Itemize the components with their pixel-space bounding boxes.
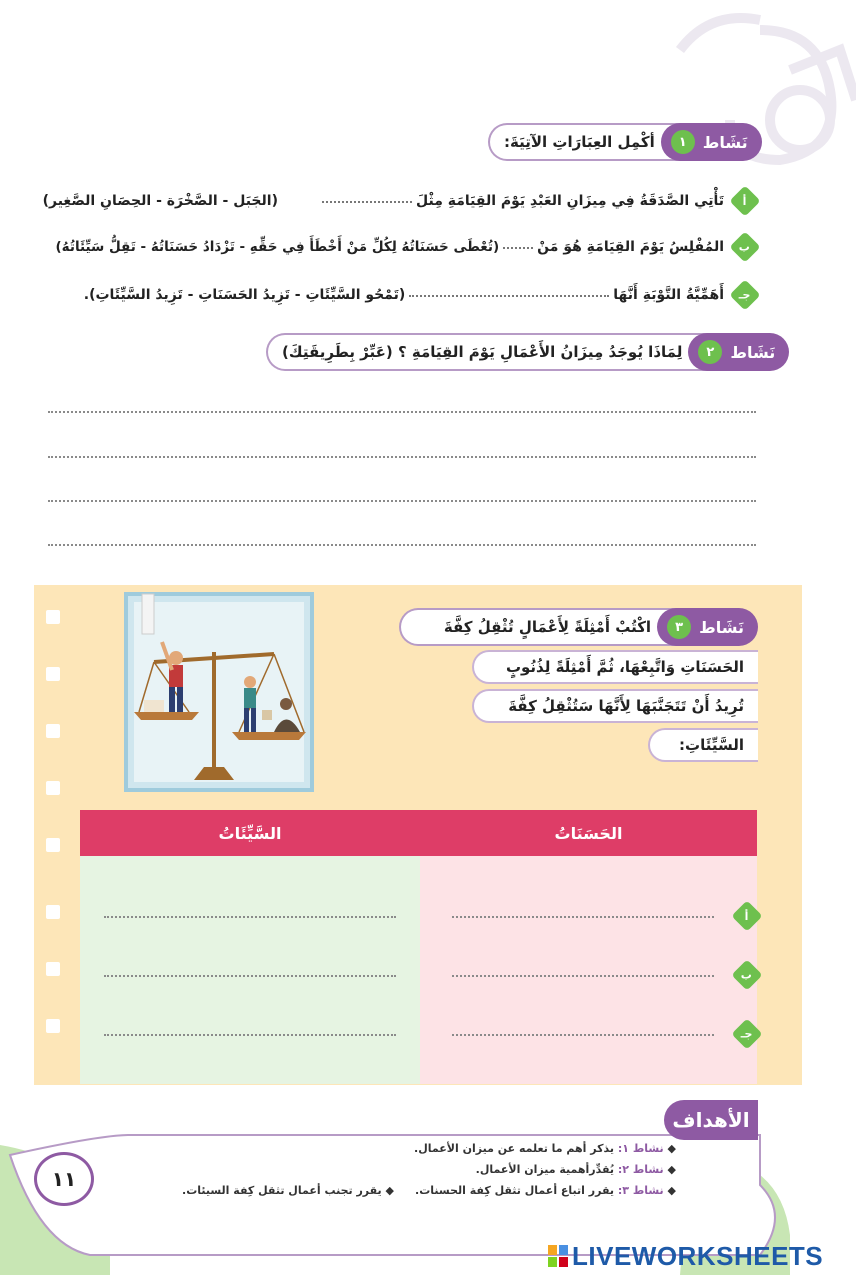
objective-item-1: ◆ نشاط ١: يذكر أهم ما تعلمه عن ميزان الأعمال. bbox=[414, 1142, 676, 1155]
objective-item-4: ◆ يقرر تجنب أعمال تثقل كِفة السيئات. bbox=[182, 1184, 394, 1197]
page-number: ١١ bbox=[34, 1152, 94, 1206]
activity-1-item-c bbox=[26, 284, 756, 306]
item-options: (الجَبَل - الصَّخْرَة - الحِصَانِ الصَّغِير) bbox=[42, 193, 278, 209]
activity-number: ٣ bbox=[667, 615, 691, 639]
activity-2-title: لِمَاذَا يُوجَدُ مِيزَانُ الأَعْمَالِ يَوْمَ القِيَامَةِ ؟ (عَبِّرْ بِطَرِيقَتِكَ) bbox=[266, 333, 710, 371]
answer-line[interactable] bbox=[48, 499, 756, 502]
activity-2-header bbox=[266, 333, 789, 371]
answer-line[interactable] bbox=[48, 455, 756, 458]
activity-1-item-b bbox=[26, 236, 756, 258]
item-options: (تُعْطَى حَسَنَاتُهُ لِكُلِّ مَنْ أَخْطَأَ فِي حَقِّهِ - تَزْدَادُ حَسَنَاتُهُ - تَقِلُّ سَيِّئَاتُهُ) bbox=[55, 239, 500, 255]
watermark bbox=[548, 1240, 848, 1272]
item-options: (تَمْحُو السَّيِّئَاتِ - تَزِيدُ الحَسَنَاتِ - تَزِيدُ السَّيِّئَاتِ). bbox=[83, 287, 406, 303]
binder-hole bbox=[46, 610, 60, 624]
good-deeds-column bbox=[420, 856, 757, 1084]
activity-3-header bbox=[399, 608, 758, 646]
answer-blank[interactable] bbox=[409, 294, 609, 297]
activity-tag: نَشَاط ١ bbox=[661, 123, 762, 161]
bad-deed-answer-line[interactable] bbox=[104, 1033, 396, 1036]
objective-item-2: ◆ نشاط ٢: يُقدِّرأهمية ميزان الأعمال. bbox=[475, 1163, 676, 1176]
answer-blank[interactable] bbox=[503, 246, 533, 249]
bad-deeds-header: السَّيِّئَاتُ bbox=[80, 810, 420, 856]
activity-number: ١ bbox=[671, 130, 695, 154]
objective-item-3: ◆ نشاط ٣: يقرر اتباع أعمال تثقل كِفة الحسنات. bbox=[415, 1184, 676, 1197]
bad-deeds-column bbox=[80, 856, 420, 1084]
answer-blank[interactable] bbox=[322, 200, 412, 203]
binder-hole bbox=[46, 905, 60, 919]
activity-1-item-a bbox=[26, 190, 756, 212]
objectives-title: الأهداف bbox=[664, 1100, 758, 1140]
binder-hole bbox=[46, 724, 60, 738]
binder-hole bbox=[46, 667, 60, 681]
binder-hole bbox=[46, 781, 60, 795]
item-text: تَأْتِي الصَّدَقَةُ فِي مِيزَانِ العَبْدِ يَوْمَ القِيَامَةِ مِثْلَ bbox=[415, 193, 724, 209]
binder-hole bbox=[46, 962, 60, 976]
item-text: أَهَمِّيَّةُ التَّوْبَةِ أَنَّهَا bbox=[613, 287, 724, 303]
letter-badge: جـ bbox=[729, 279, 760, 310]
row-letter-badge: أ bbox=[731, 900, 762, 931]
activity-1-title: أكْمِل العِبَارَاتِ الآتِيَةَ: bbox=[488, 123, 683, 161]
bad-deed-answer-line[interactable] bbox=[104, 974, 396, 977]
good-deeds-header: الحَسَنَاتُ bbox=[420, 810, 757, 856]
activity-3-line-4: السَّيِّئَاتِ: bbox=[648, 728, 758, 762]
balance-scale-illustration bbox=[124, 592, 314, 792]
row-letter-badge: جـ bbox=[731, 1018, 762, 1049]
letter-badge: أ bbox=[729, 185, 760, 216]
good-deed-answer-line[interactable] bbox=[452, 1033, 714, 1036]
item-text: المُفْلِسُ يَوْمَ القِيَامَةِ هُوَ مَنْ bbox=[537, 239, 724, 255]
answer-line[interactable] bbox=[48, 543, 756, 546]
activity-tag: نَشَاط ٢ bbox=[688, 333, 789, 371]
activity-number: ٢ bbox=[698, 340, 722, 364]
activity-tag: نَشَاط ٣ bbox=[657, 608, 758, 646]
watermark-text: LIVEWORKSHEETS bbox=[572, 1240, 824, 1271]
binder-hole bbox=[46, 1019, 60, 1033]
activity-3-line-1: اكْتُبْ أَمْثِلَةً لِأَعْمَالٍ تُثْقِلُ كِفَّةَ bbox=[399, 608, 679, 646]
activity-1-header bbox=[488, 123, 762, 161]
bad-deed-answer-line[interactable] bbox=[104, 915, 396, 918]
activity-3-line-2: الحَسَنَاتِ وَاتَّبِعْهَا، ثُمَّ أَمْثِلَةً لِذُنُوبٍ bbox=[472, 650, 758, 684]
liveworksheets-logo-icon bbox=[548, 1245, 568, 1267]
activity-3-line-3: تُرِيدُ أَنْ تَتَجَنَّبَهَا لِأَنَّهَا سَتُثْقِلُ كِفَّةَ bbox=[472, 689, 758, 723]
row-letter-badge: ب bbox=[731, 959, 762, 990]
good-deed-answer-line[interactable] bbox=[452, 915, 714, 918]
answer-line[interactable] bbox=[48, 410, 756, 413]
binder-hole bbox=[46, 838, 60, 852]
good-deed-answer-line[interactable] bbox=[452, 974, 714, 977]
letter-badge: ب bbox=[729, 231, 760, 262]
